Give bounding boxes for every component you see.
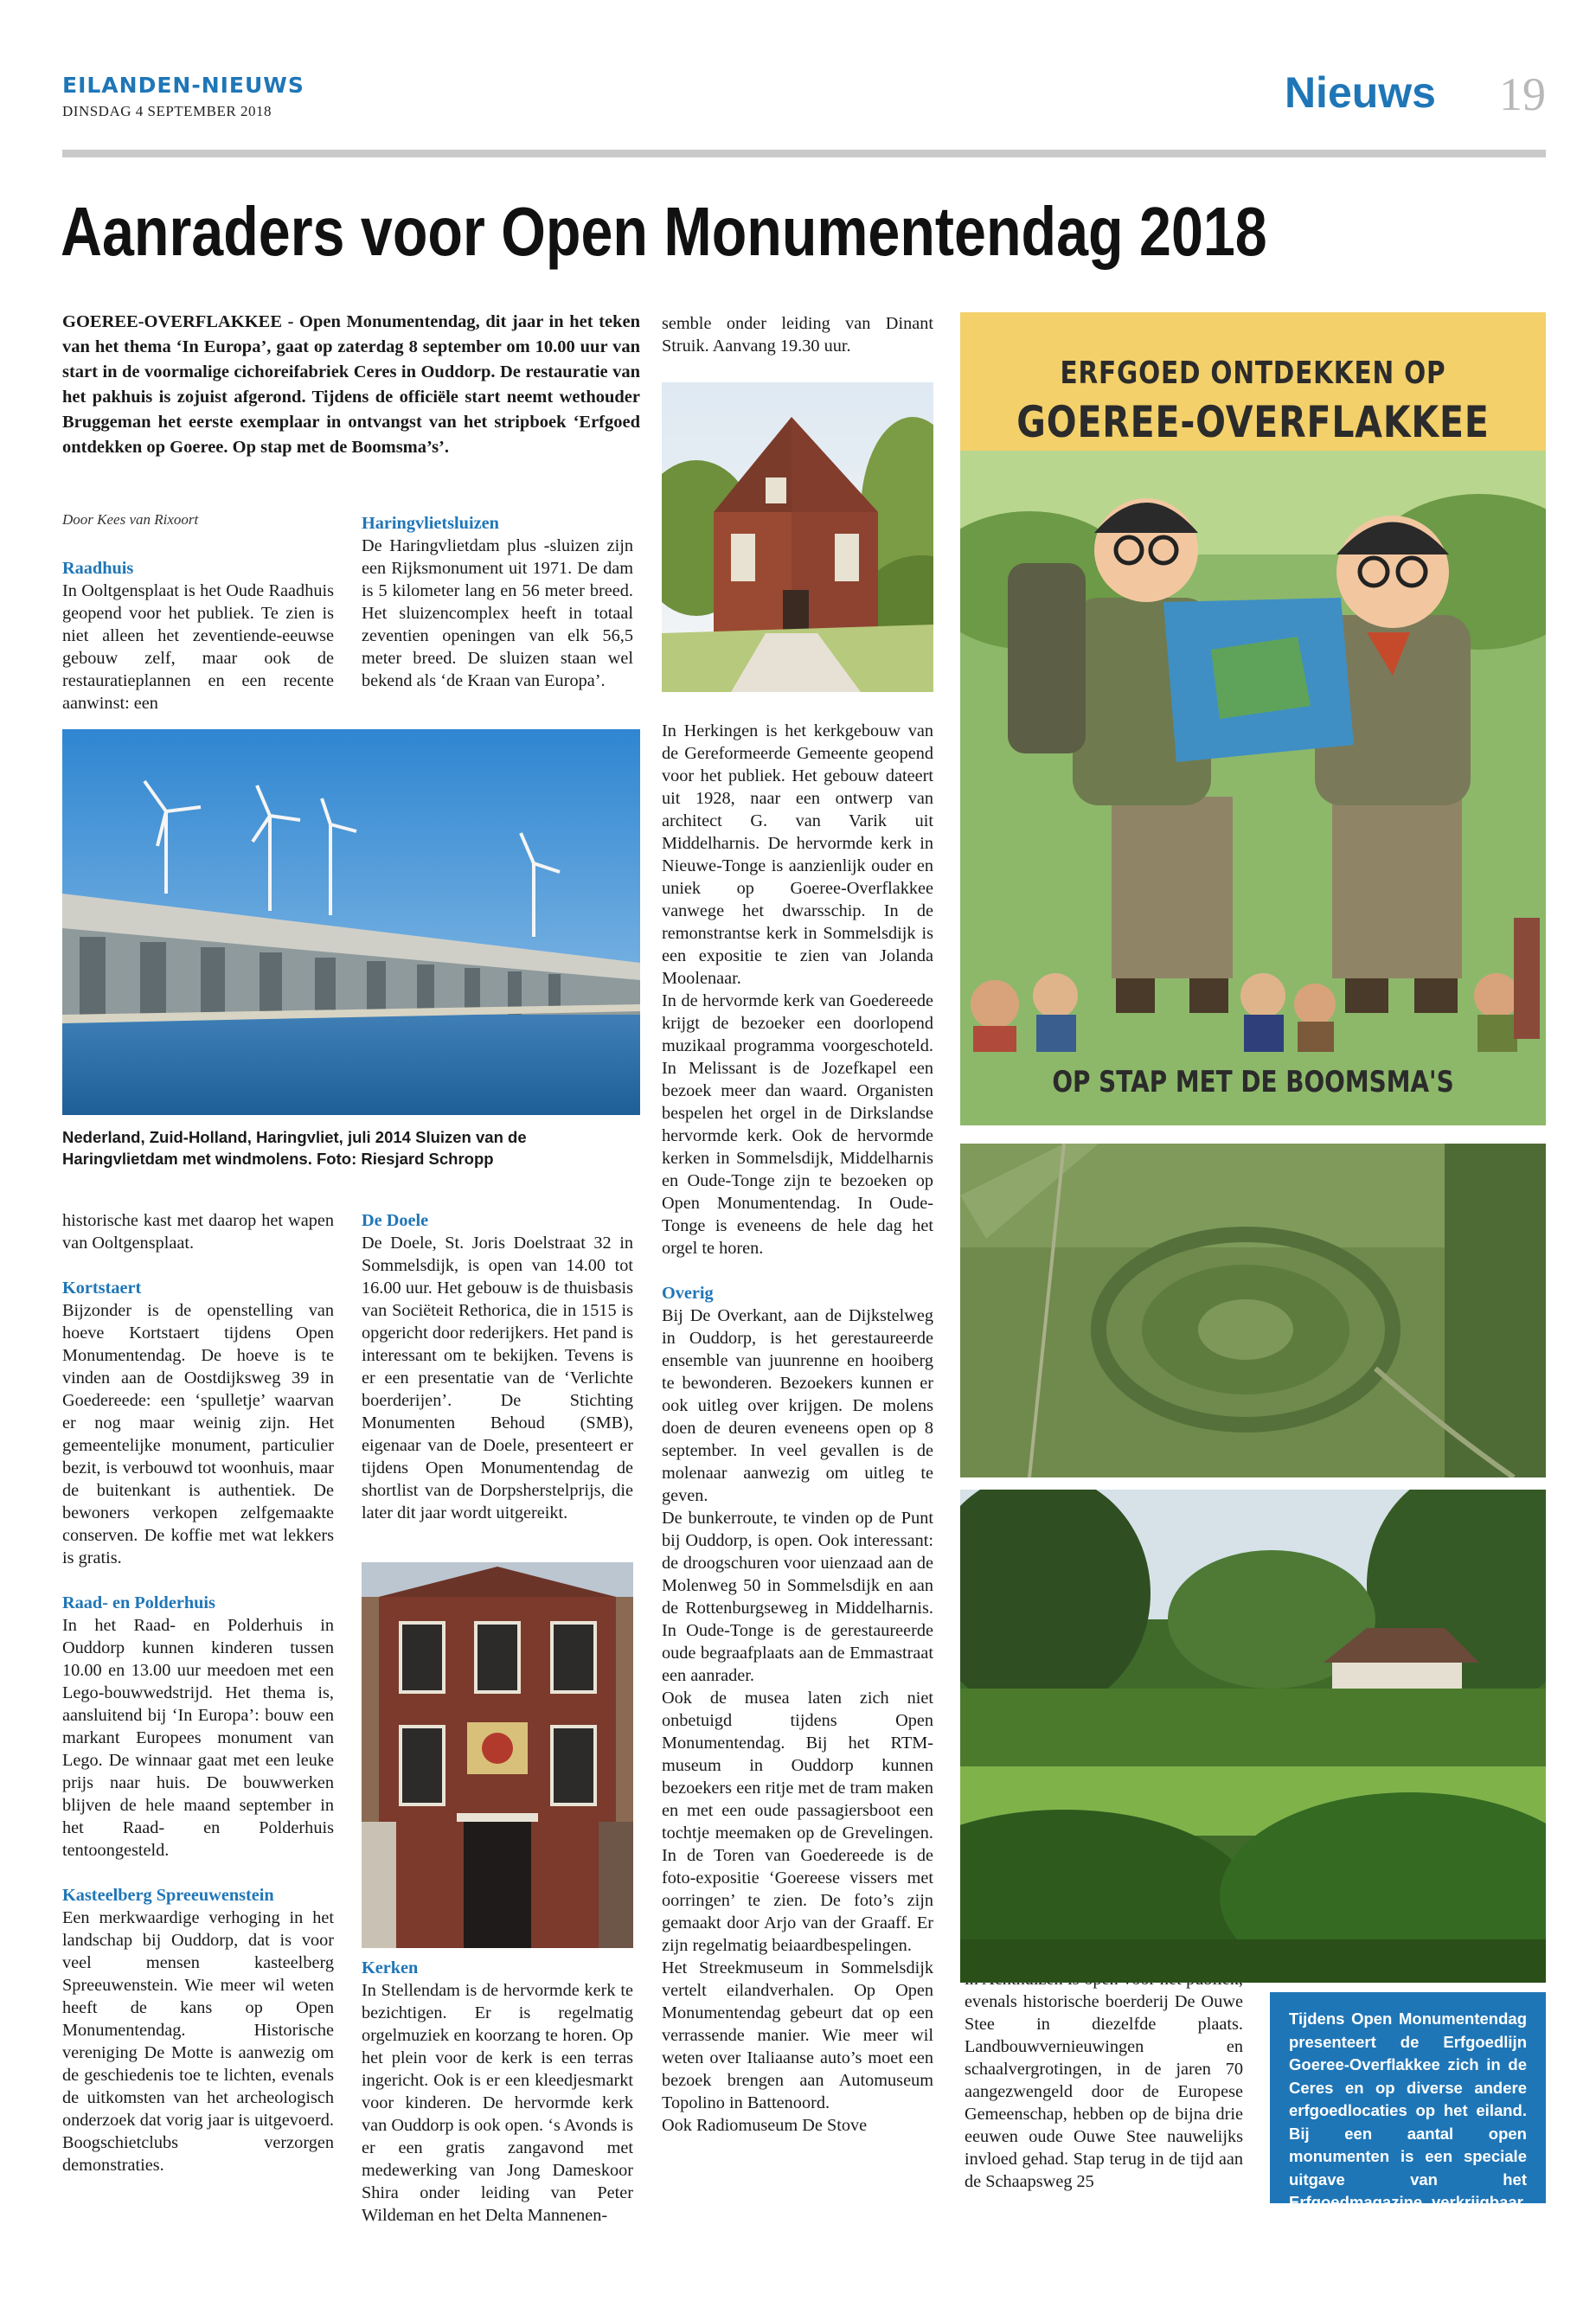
- subheading-overig: Overig: [662, 1284, 714, 1303]
- paragraph-herkingen: In Herkingen is het kerkgebouw van de Gereformeerde Gemeente geopend voor het publiek. Het gebouw dateert uit 1928, naar een ontwerp van architect G. van Varik uit Middelharnis. De hervormde kerk in Nieuwe-Tonge is aanzienlijk ouder en uniek op Goeree-Overflakkee vanwege het dwarsschip. In de remonstrantse kerk in Sommelsdijk is een expositie te zien van Jolanda Moolenaar. In de hervormde kerk van Goedereede krijgt de bezoeker een doorlopend muzikaal programma voorgeschoteld. In Melissant is de Jozefkapel een bezoek meer dan waard. Organisten bespelen het orgel in de Dirkslandse hervormde kerk. Ook de hervormde kerken in Sommelsdijk, Middelharnis en Oude-Tonge zijn te bezoeken op Open Monumentendag. In Oude-Tonge is eveneens de hele dag het orgel te horen.: [662, 721, 933, 1258]
- masthead-logo: EILANDEN-NIEUWS: [62, 73, 304, 98]
- cover-title-line1: ERFGOED ONTDEKKEN OP: [1060, 356, 1446, 391]
- subheading-raadhuis: Raadhuis: [62, 559, 134, 578]
- paragraph-raadhuis-cont: historische kast met daarop het wapen van Ooltgensplaat.: [62, 1211, 334, 1253]
- column-2-bottom-a: [362, 1209, 633, 1524]
- cover-subtitle: OP STAP MET DE BOOMSMA'S: [1052, 1065, 1454, 1099]
- column-1-top: [62, 509, 334, 715]
- section-title: Nieuws: [1284, 68, 1436, 117]
- paragraph-haringvlietsluizen: De Haringvlietdam plus -sluizen zijn een Rijksmonument uit 1971. De dam is 5 kilometer lang en 56 meter breed. Het sluizencomplex heeft in totaal zeventien openingen van elk 56,5 meter breed. De sluizen staan wel bekend als ‘de Kraan van Europa’.: [362, 536, 633, 690]
- church-photo: [662, 382, 933, 692]
- de-doele-building-photo: [362, 1562, 633, 1948]
- column-3-top: [662, 312, 933, 357]
- paragraph-kasteelberg: Een merkwaardige verhoging in het landschap bij Ouddorp, dat is voor veel mensen kasteelberg Spreeuwenstein. Wie meer wil weten heeft de kans op Open Monumentendag. Historische vereniging De Motte is aanwezig om de geschiedenis toe te lichten, evenals de uitkomsten van het archeologisch onderzoek dat vorig jaar is uitgevoerd. Boogschietclubs verzorgen demonstraties.: [62, 1908, 334, 2175]
- haringvliet-sluices-photo: [62, 729, 640, 1115]
- kasteelberg-aerial-photo: [960, 1144, 1546, 1477]
- subheading-kortstaert: Kortstaert: [62, 1279, 142, 1298]
- paragraph-de-doele: De Doele, St. Joris Doelstraat 32 in Sommelsdijk, is open van 14.00 tot 16.00 uur. Het gebouw is de thuisbasis van Sociëteit Rethorica, die in 1515 is opgericht door rederijkers. Het pand is interessant om te bekijken. Tevens is er een presentatie van de ‘Verlichte boerderijen’. De Stichting Monumenten Behoud (SMB), eigenaar van de Doele, presenteert er tijdens Open Monumentendag de shortlist van de Dorpsherstelprijs, die later dit jaar wordt uitgereikt.: [362, 1234, 633, 1522]
- column-2-bottom-b: [362, 1957, 633, 2227]
- column-1-bottom: [62, 1209, 334, 2176]
- paragraph-raadhuis: In Ooltgensplaat is het Oude Raadhuis geopend voor het publiek. Te zien is niet alleen het zeventiende-eeuwse gebouw zelf, maar ook de restauratieplannen en een recente aanwinst: een: [62, 581, 334, 713]
- info-box-text: Tijdens Open Monumentendag presenteert de Erfgoedlijn Goeree-Overflakkee zich in de Ceres en op diverse andere erfgoedlocaties op het eiland. Bij een aantal open monumenten is een speciale uitgave van het Erfgoedmagazine verkrijgbaar. Dit magazine is gratis.: [1289, 2009, 1527, 2234]
- subheading-kasteelberg: Kasteelberg Spreeuwenstein: [62, 1886, 274, 1905]
- page-number: 19: [1499, 68, 1546, 120]
- column-3-bottom: [662, 720, 933, 2137]
- paragraph-kortstaert: Bijzonder is de openstelling van hoeve Kortstaert tijdens Open Monumentendag. De hoeve is te vinden aan de Oostdijksweg 39 in Goedereede: een ‘spulletje’ waarvan er nog maar weinig zijn. Het gemeentelijke monument, particulier bezit, is verbouwd tot woonhuis, maar de buitenkant is authentiek. De bewoners verkopen zelfgemaakte conserven. De koffie met wat lekkers is gratis.: [62, 1301, 334, 1567]
- column-2-top: [362, 512, 633, 692]
- paragraph-achthuizen: evenals historische boerderij De Ouwe Stee in diezelfde plaats. Landbouwvernieuwingen en schaalvergrotingen, in de jaren 70 aangezwengeld door de Europese Gemeenschap, hebben op de bijna drie eeuwen oude Ouwe Stee nauwelijks invloed gehad. Stap terug in de tijd aan de Schaapsweg 25: [965, 1992, 1243, 2191]
- ouwe-stee-farm-photo: [960, 1490, 1546, 1983]
- article-intro: GOEREE-OVERFLAKKEE - Open Monumentendag, dit jaar in het teken van het thema ‘In Europa’, gaat op zaterdag 8 september om 10.00 uur van start in de voormalige cichoreifabriek Ceres in Ouddorp. De restauratie van het pakhuis is zojuist afgerond. Tijdens de officiële start neemt wethouder Bruggeman het eerste exemplaar in ontvangst van het stripboek ‘Erfgoed ontdekken op Goeree. Op stap met de Boomsma’s’.: [62, 312, 640, 457]
- cover-title-line2: GOEREE-OVERFLAKKEE: [1016, 397, 1490, 447]
- article-headline: Aanraders voor Open Monumentendag 2018: [61, 193, 1267, 270]
- byline: Door Kees van Rixoort: [62, 511, 199, 528]
- issue-date: DINSDAG 4 SEPTEMBER 2018: [62, 103, 272, 119]
- subheading-de-doele: De Doele: [362, 1211, 429, 1230]
- paragraph-ensemble: semble onder leiding van Dinant Struik. Aanvang 19.30 uur.: [662, 314, 933, 356]
- column-4-bottom: [965, 1968, 1243, 2193]
- header-rule: [62, 150, 1546, 157]
- subheading-kerken: Kerken: [362, 1958, 419, 1977]
- paragraph-raad-polderhuis: In het Raad- en Polderhuis in Ouddorp kunnen kinderen tussen 10.00 en 13.00 uur meedoen met een Lego-bouwwedstrijd. Het thema is, aansluitend bij ‘In Europa’: bouw een markant Europees monument van Lego. De winnaar gaat met een leuke prijs naar huis. De bouwwerken blijven de hele maand september in het Raad- en Polderhuis tentoongesteld.: [62, 1616, 334, 1860]
- paragraph-kerken: In Stellendam is de hervormde kerk te bezichtigen. Er is regelmatig orgelmuziek en koorzang te horen. Op het plein voor de kerk is een terras ingericht. Ook is er een kleedjesmarkt voor kinderen. De hervormde kerk van Ouddorp is ook open. ‘s Avonds is er een gratis zangavond met medewerking van Jong Dameskoor Shira onder leiding van Peter Wildeman en het Delta Mannenen-: [362, 1981, 633, 2225]
- paragraph-overig: Bij De Overkant, aan de Dijkstelweg in Ouddorp, is het gerestaureerde ensemble van juunrenne en hooiberg te bewonderen. Bezoekers kunnen er ook uitleg over krijgen. De molens doen de deuren eveneens open op 8 september. In veel gevallen is de molenaar aanwezig om uitleg te geven. De bunkerroute, te vinden op de Punt bij Ouddorp, is open. Ook interessant: de droogschuren voor uienzaad aan de Molenweg 50 in Sommelsdijk en aan de Rottenburgseweg in Middelharnis. In Oude-Tonge is de gerestaureerde oude begraafplaats aan de Emmastraat een aanrader. Ook de musea laten zich niet onbetuigd tijdens Open Monumentendag. Bij het RTM-museum in Ouddorp kunnen bezoekers een ritje met de tram maken en met een oude passagiersboot een tochtje meemaken op de Grevelingen. In de Toren van Goedereede is de foto-expositie ‘Goereese vissers met oorringen’ te zien. De foto’s zijn gemaakt door Arjo van der Graaff. Er zijn regelmatig beiaardbespelingen. Het Streekmuseum in Sommelsdijk vertelt eilandverhalen. Op Open Monumentendag gebeurt dat op een verrassende manier. Wie meer wil weten over Italiaanse auto’s moet een bezoek brengen aan Automuseum Topolino in Battenoord. Ook Radiomuseum De Stove: [662, 1306, 933, 2135]
- comic-book-cover: [960, 312, 1546, 1125]
- subheading-raad-polderhuis: Raad- en Polderhuis: [62, 1593, 215, 1612]
- subheading-haringvlietsluizen: Haringvlietsluizen: [362, 514, 499, 533]
- info-box: [1270, 1992, 1546, 2234]
- photo-caption: Nederland, Zuid-Holland, Haringvliet, juli 2014 Sluizen van de Haringvlietdam met windmolens. Foto: Riesjard Schropp: [62, 1128, 527, 1168]
